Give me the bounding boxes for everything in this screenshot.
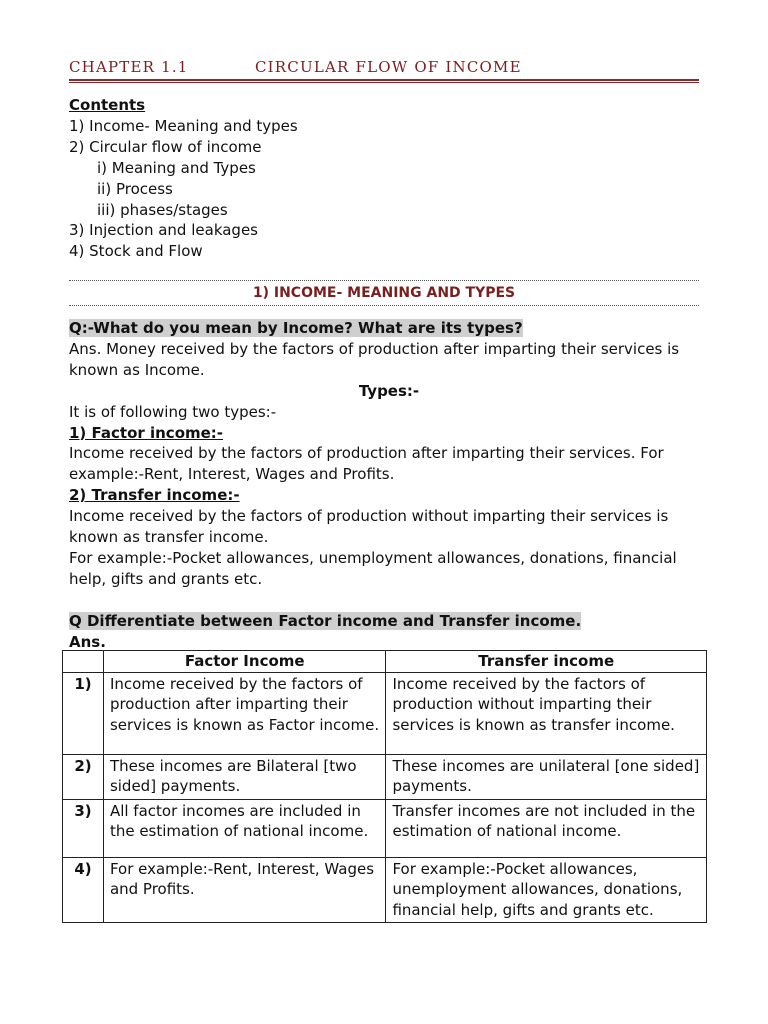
header-rule-thin [69, 82, 699, 83]
table-header-cell [63, 651, 104, 673]
chapter-header [69, 58, 699, 76]
table-cell: These incomes are unilateral [one sided] payments. [386, 754, 707, 799]
contents-item: 4) Stock and Flow [69, 242, 203, 261]
row-number: 3) [63, 799, 104, 857]
chapter-number: CHAPTER 1.1 [69, 58, 189, 76]
factor-income-text: Income received by the factors of production after imparting their services. For example:-Rent, Interest, Wages and Profits. [69, 444, 664, 484]
header-rule [69, 79, 699, 81]
table-cell: Income received by the factors of production without imparting their services is known as transfer income. [386, 672, 707, 754]
factor-income-title: 1) Factor income:- [69, 423, 224, 442]
section-heading: 1) INCOME- MEANING AND TYPES [69, 280, 699, 306]
table-header-cell: Factor Income [103, 651, 386, 673]
table-cell: For example:-Rent, Interest, Wages and Profits. [103, 857, 386, 923]
contents-item: 2) Circular flow of income [69, 137, 262, 156]
table-cell: Income received by the factors of production after imparting their services is known as Factor income. [103, 672, 386, 754]
table-row [63, 672, 707, 754]
contents-subitem: i) Meaning and Types [97, 158, 256, 177]
types-intro: It is of following two types:- [69, 402, 277, 421]
answer-label: Ans. [69, 632, 106, 651]
question-differentiate: Q Differentiate between Factor income and Transfer income. [69, 611, 582, 630]
transfer-income-text: Income received by the factors of production without imparting their services is known as transfer income. [69, 507, 669, 547]
transfer-income-title: 2) Transfer income:- [69, 486, 240, 505]
contents-title: Contents [69, 96, 146, 114]
contents-item: 1) Income- Meaning and types [69, 116, 298, 135]
answer-income: Ans. Money received by the factors of production after imparting their services is known as Income. [69, 339, 680, 379]
table-cell: All factor incomes are included in the estimation of national income. [103, 799, 386, 857]
row-number: 2) [63, 754, 104, 799]
table-header-cell: Transfer income [386, 651, 707, 673]
comparison-table [62, 650, 707, 923]
table-cell: For example:-Pocket allowances, unemployment allowances, donations, financial help, gifts and grants etc. [386, 857, 707, 923]
row-number: 4) [63, 857, 104, 923]
table-cell: Transfer incomes are not included in the estimation of national income. [386, 799, 707, 857]
question-income: Q:-What do you mean by Income? What are its types? [69, 319, 523, 337]
contents-list [69, 95, 298, 262]
transfer-income-example: For example:-Pocket allowances, unemployment allowances, donations, financial help, gifts and grants etc. [69, 548, 677, 588]
row-number: 1) [63, 672, 104, 754]
types-heading: Types:- [358, 381, 420, 400]
chapter-title: CIRCULAR FLOW OF INCOME [255, 58, 522, 76]
table-header-row [63, 651, 707, 673]
table-cell: These incomes are Bilateral [two sided] payments. [103, 754, 386, 799]
table-row [63, 799, 707, 857]
section-body [69, 318, 709, 652]
contents-subitem: iii) phases/stages [97, 200, 228, 219]
contents-subitem: ii) Process [97, 179, 173, 198]
table-row [63, 754, 707, 799]
table-row [63, 857, 707, 923]
contents-item: 3) Injection and leakages [69, 221, 258, 240]
